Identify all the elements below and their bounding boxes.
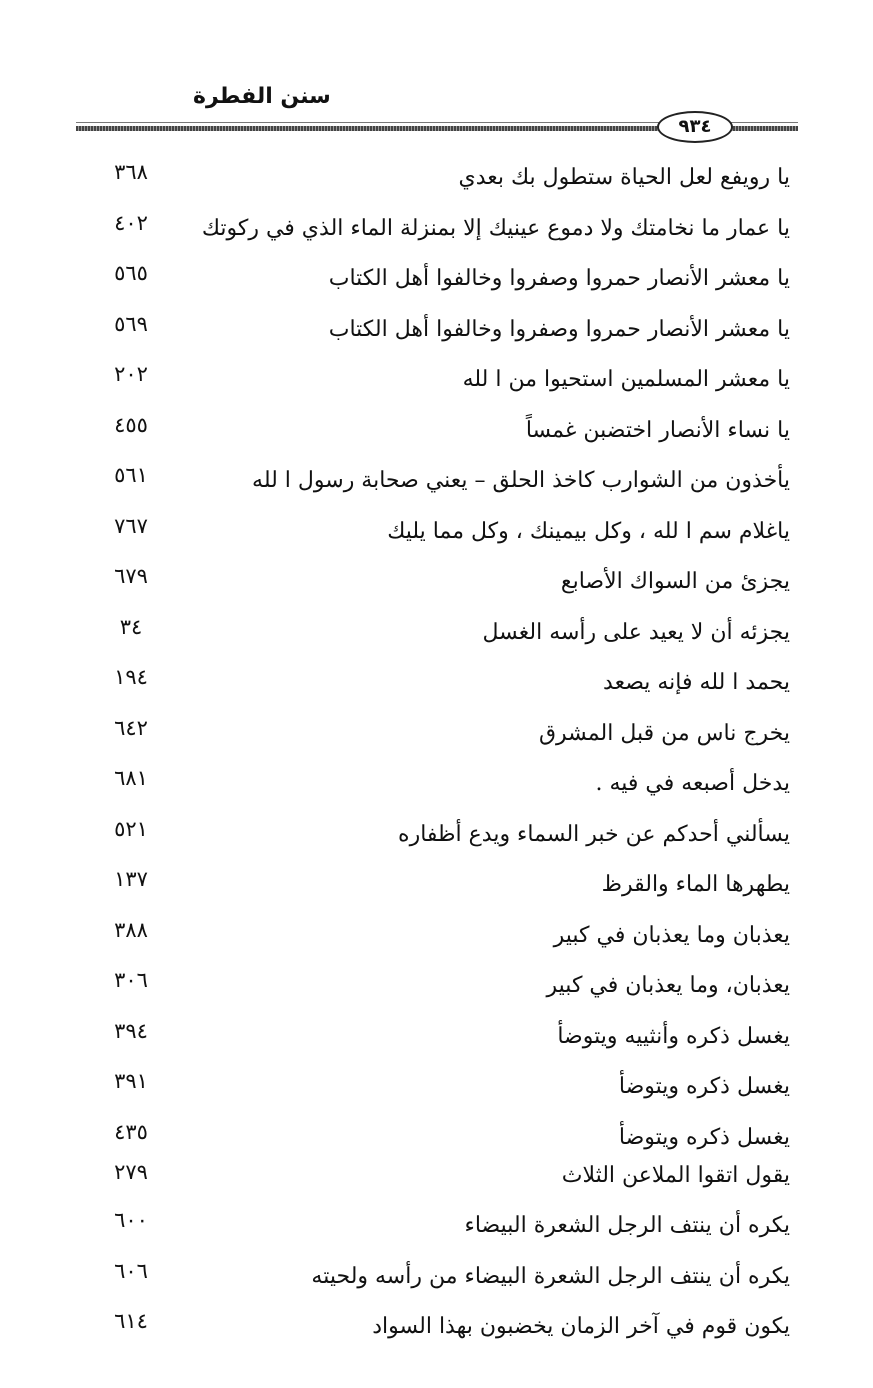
- entry-page-number: ٤٠٢: [114, 210, 148, 235]
- entry-text: يا عمار ما نخامتك ولا دموع عينيك إلا بمنزلة الماء الذي في ركوتك: [201, 215, 790, 241]
- entry-page-number: ٧٦٧: [114, 513, 148, 538]
- index-entry: [100, 655, 790, 706]
- entry-text: يقول اتقوا الملاعن الثلاث: [561, 1163, 790, 1188]
- entry-page-number: ٣٩١: [114, 1069, 148, 1093]
- entry-page-number: ٢٠٢: [114, 362, 148, 386]
- entry-page-number: ٦٠٦: [114, 1258, 148, 1283]
- index-entry: [100, 1059, 790, 1110]
- index-entry: [100, 554, 790, 605]
- entry-page-number: ٦٨١: [114, 766, 148, 790]
- entry-page-number: ٦٧٩: [114, 564, 148, 588]
- entry-text: يطهرها الماء والقرظ: [601, 872, 790, 897]
- entry-page-number: ٣٤: [119, 614, 143, 639]
- index-entry: [100, 1299, 790, 1350]
- entry-text: يجزئه أن لا يعيد على رأسه الغسل: [482, 619, 790, 645]
- index-entry: [100, 201, 790, 252]
- entry-page-number: ٢٧٩: [114, 1160, 148, 1184]
- entry-text: ياغلام سم ا لله ، وكل بيمينك ، وكل مما يليك: [387, 518, 790, 544]
- entry-page-number: ٤٥٥: [114, 412, 148, 437]
- index-entry: [100, 150, 790, 201]
- index-entry: [100, 756, 790, 807]
- index-entry: [100, 1249, 790, 1300]
- entry-page-number: ٦١٤: [114, 1309, 148, 1333]
- entry-page-number: ٣٩٤: [114, 1018, 148, 1043]
- entry-page-number: ٥٦٥: [114, 261, 148, 285]
- index-entry: [100, 1009, 790, 1060]
- index-entry: [100, 1160, 790, 1198]
- index-entry: [100, 706, 790, 757]
- entry-page-number: ٦٠٠: [114, 1208, 148, 1232]
- entry-page-number: ٣٨٨: [114, 917, 148, 942]
- index-entry: [100, 1110, 790, 1161]
- entry-text: يعذبان، وما يعذبان في كبير: [546, 973, 790, 998]
- entry-page-number: ٥٦٩: [114, 311, 148, 336]
- index-entry: [100, 504, 790, 555]
- entry-page-number: ٦٤٢: [114, 715, 148, 740]
- index-entry: [100, 605, 790, 656]
- index-entry: [100, 807, 790, 858]
- entry-text: يغسل ذكره ويتوضأ: [618, 1074, 790, 1099]
- entry-text: يكون قوم في آخر الزمان يخضبون بهذا السواد: [372, 1314, 790, 1339]
- entry-text: يا معشر المسلمين استحيوا من ا لله: [462, 367, 790, 392]
- entry-text: يخرج ناس من قبل المشرق: [538, 720, 790, 746]
- entry-text: يا رويفع لعل الحياة ستطول بك بعدي: [458, 165, 790, 190]
- entry-text: يا معشر الأنصار حمروا وصفروا وخالفوا أهل الكتاب: [328, 266, 790, 291]
- entry-text: يعذبان وما يعذبان في كبير: [553, 922, 790, 948]
- index-entries: [100, 150, 790, 1350]
- entry-page-number: ٣٠٦: [114, 968, 148, 992]
- book-title: سنن الفطرة: [193, 84, 331, 109]
- entry-text: يكره أن ينتف الرجل الشعرة البيضاء من رأسه ولحيته: [311, 1263, 790, 1289]
- entry-text: يدخل أصبعه في فيه .: [595, 771, 790, 796]
- index-entry: [100, 302, 790, 353]
- entry-page-number: ١٩٤: [114, 665, 148, 689]
- entry-page-number: ٣٦٨: [114, 160, 148, 184]
- index-entry: [100, 403, 790, 454]
- entry-page-number: ٤٣٥: [114, 1119, 148, 1144]
- page-number-badge: ٩٣٤: [657, 111, 733, 143]
- index-entry: [100, 251, 790, 302]
- entry-text: يكره أن ينتف الرجل الشعرة البيضاء: [464, 1213, 790, 1238]
- entry-page-number: ٥٦١: [114, 463, 148, 487]
- entry-text: يحمد ا لله فإنه يصعد: [603, 670, 790, 695]
- entry-page-number: ٥٢١: [114, 816, 148, 841]
- entry-text: يا نساء الأنصار اختضبن غمساً: [525, 417, 790, 443]
- index-entry: [100, 958, 790, 1009]
- entry-text: يغسل ذكره ويتوضأ: [618, 1124, 790, 1150]
- index-entry: [100, 857, 790, 908]
- entry-text: يجزئ من السواك الأصابع: [560, 569, 790, 594]
- entry-text: يغسل ذكره وأنثييه ويتوضأ: [557, 1023, 790, 1049]
- entry-page-number: ١٣٧: [114, 867, 148, 891]
- index-entry: [100, 908, 790, 959]
- entry-text: يسألني أحدكم عن خبر السماء ويدع أظفاره: [398, 821, 790, 847]
- index-entry: [100, 1198, 790, 1249]
- entry-text: يأخذون من الشوارب كاخذ الحلق – يعني صحابة رسول ا لله: [252, 468, 790, 493]
- entry-text: يا معشر الأنصار حمروا وصفروا وخالفوا أهل الكتاب: [328, 316, 790, 342]
- index-entry: [100, 352, 790, 403]
- index-entry: [100, 453, 790, 504]
